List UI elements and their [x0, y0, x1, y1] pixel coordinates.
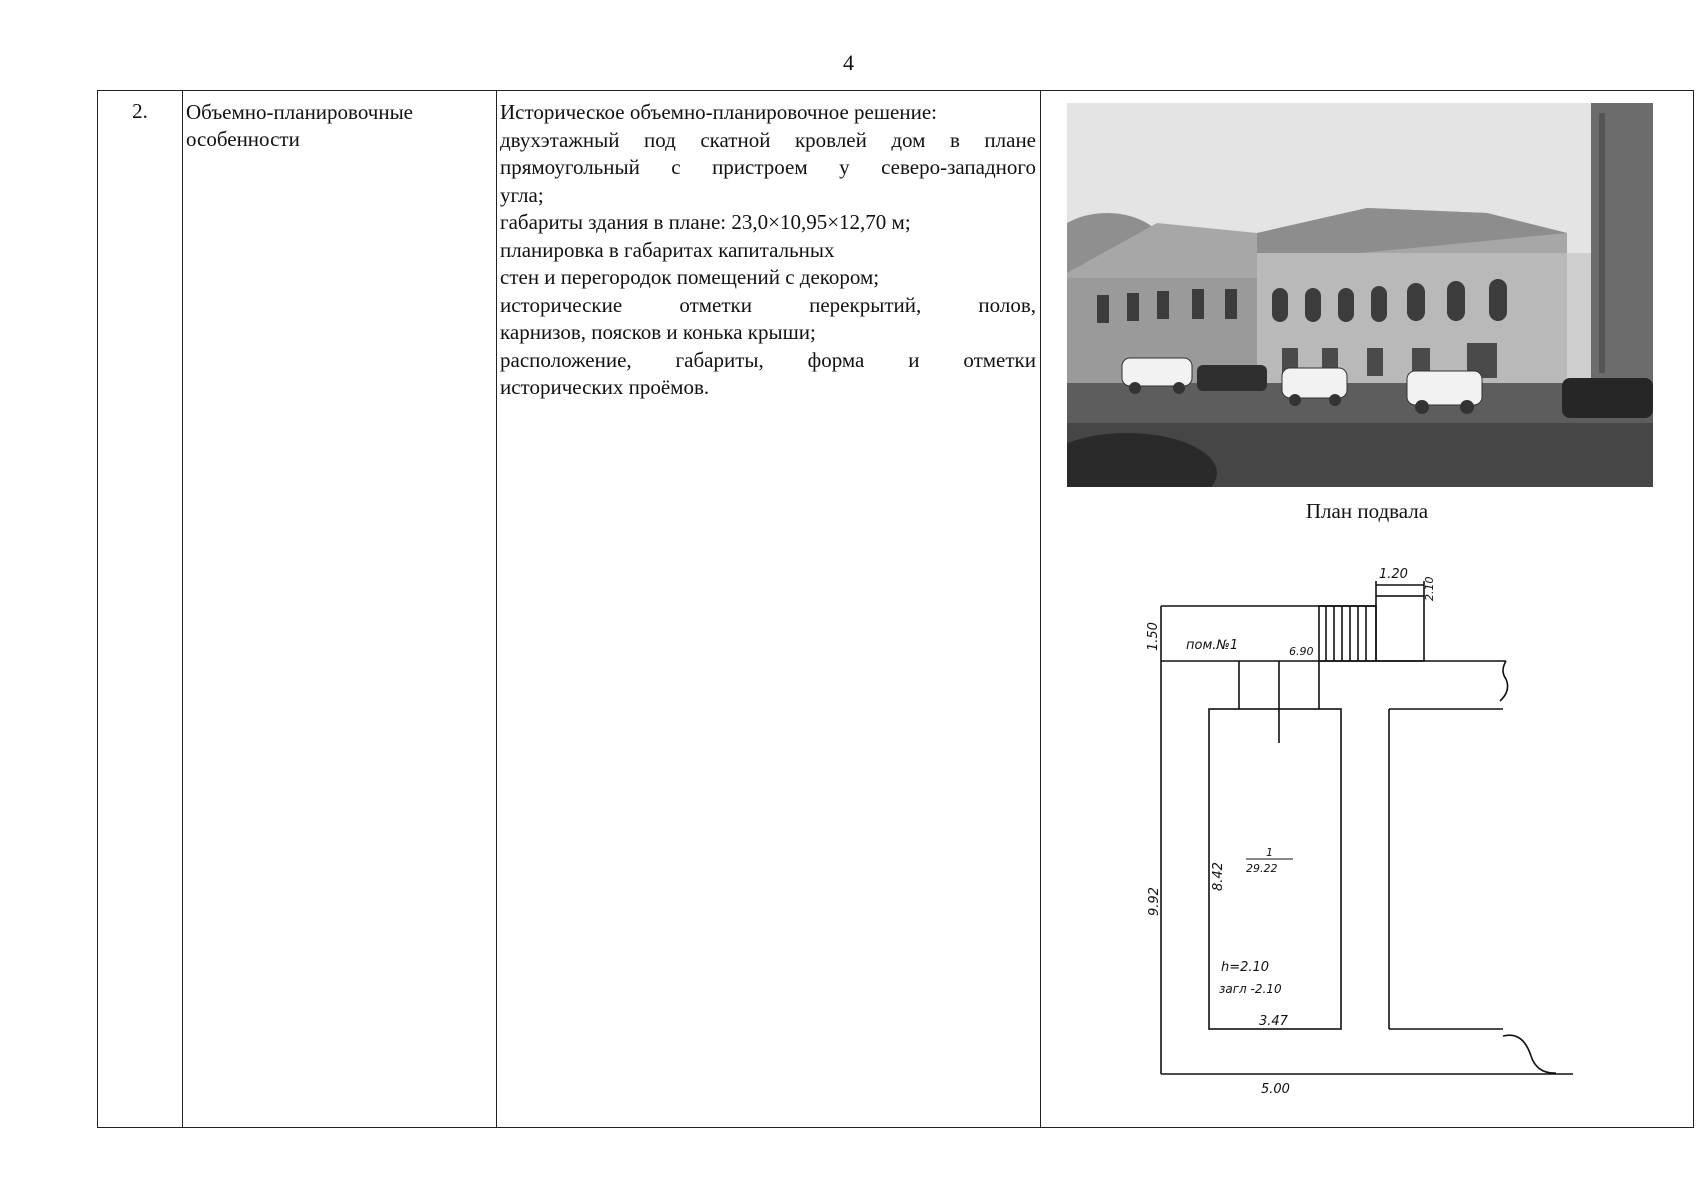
description-line: исторических проёмов.	[500, 375, 710, 399]
description-line: габариты здания в плане: 23,0×10,95×12,70 м;	[500, 210, 911, 234]
plan-dim-992: 9.92	[1147, 887, 1162, 916]
plan-dim-120: 1.20	[1379, 567, 1408, 582]
plan-dim-150: 1.50	[1146, 622, 1161, 651]
row-number: 2.	[98, 91, 183, 1128]
plan-room-area: 29.22	[1246, 862, 1278, 875]
plan-dim-842: 8.42	[1211, 862, 1226, 891]
plan-dim-500: 5.00	[1261, 1082, 1290, 1097]
description-line: исторические отметки перекрытий, полов,	[500, 292, 1036, 317]
row-description-cell	[497, 91, 1041, 1128]
description-line: стен и перегородок помещений с декором;	[500, 265, 880, 289]
description-line: Историческое объемно-планировочное решение:	[500, 100, 937, 124]
page-number: 4	[843, 50, 854, 75]
heritage-table	[97, 90, 1694, 1128]
plan-height: h=2.10	[1221, 960, 1270, 975]
description-line: планировка в габаритах капитальных	[500, 237, 835, 262]
basement-plan	[1121, 531, 1621, 1121]
plan-caption: План подвала	[1305, 499, 1429, 523]
row-name-cell	[183, 91, 497, 1128]
building-photo	[1067, 103, 1653, 487]
description-line: прямоугольный с пристроем у северо-западного	[500, 155, 1036, 179]
plan-room-number: 1	[1266, 846, 1273, 859]
plan-dim-347: 3.47	[1259, 1014, 1288, 1029]
description-line: двухэтажный под скатной кровлей дом в плане	[500, 127, 1036, 152]
plan-dim-690: 6.90	[1289, 645, 1314, 658]
table-row	[98, 91, 1694, 1128]
description-line: угла;	[500, 182, 544, 207]
description-line: карнизов, поясков и конька крыши;	[500, 320, 816, 344]
plan-room-ref: пом.№1	[1186, 638, 1239, 653]
illustration-cell	[1041, 91, 1694, 1128]
plan-dim-210: 2.10	[1423, 576, 1436, 601]
plan-depth: загл -2.10	[1219, 982, 1282, 996]
description-line: расположение, габариты, форма и отметки	[500, 347, 1036, 372]
row-name-line: Объемно-планировочные	[186, 100, 414, 124]
row-name-line: особенности	[186, 127, 300, 151]
